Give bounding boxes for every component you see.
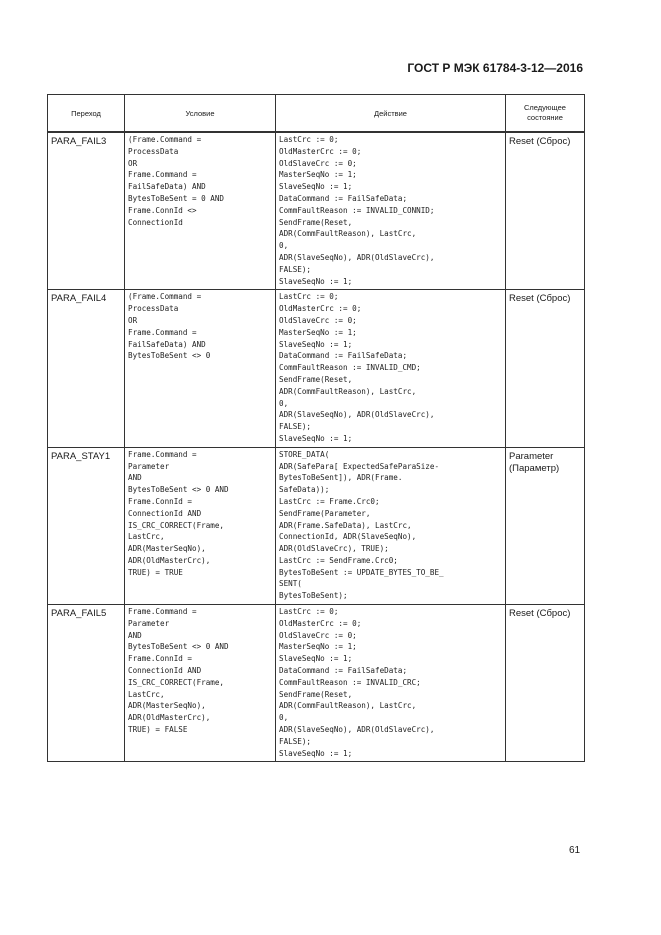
action-cell-line: ADR(SlaveSeqNo), ADR(OldSlaveCrc), [279, 725, 435, 735]
action-cell-line: LastCrc := 0; [279, 607, 339, 617]
condition-cell-line: BytesToBeSent = 0 AND [128, 193, 225, 203]
table-row [48, 447, 585, 604]
action-cell-line: SlaveSeqNo := 1; [279, 433, 353, 443]
column-header-next-state: Следующее состояние [506, 95, 585, 133]
table-row [48, 290, 585, 447]
action-cell-line: DataCommand := FailSafeData; [279, 351, 408, 361]
column-header-action: Действие [276, 95, 506, 133]
action-cell-line: 0, [279, 241, 289, 251]
transition-cell: PARA_FAIL3 [48, 132, 125, 290]
action-cell [276, 290, 506, 447]
condition-cell-line: Frame.ConnId = [128, 654, 193, 664]
transition-table [47, 94, 585, 762]
action-cell-line: SlaveSeqNo := 1; [279, 339, 353, 349]
condition-cell-line: BytesToBeSent <> 0 [128, 351, 211, 361]
condition-cell-line: BytesToBeSent <> 0 AND [128, 642, 229, 652]
condition-cell-line: BytesToBeSent <> 0 AND [128, 485, 229, 495]
condition-cell-line: Frame.ConnId <> [128, 205, 197, 215]
next-state-cell: Reset (Сброс) [506, 290, 585, 447]
condition-cell-line: AND [128, 630, 142, 640]
condition-cell-line: ConnectionId AND [128, 666, 202, 676]
action-cell-line: MasterSeqNo := 1; [279, 642, 357, 652]
action-cell-line: FALSE); [279, 264, 312, 274]
next-state-cell: Reset (Сброс) [506, 132, 585, 290]
page-number: 61 [569, 845, 581, 856]
condition-cell-line: ConnectionId AND [128, 508, 202, 518]
action-cell-line: ConnectionId, ADR(SlaveSeqNo), [279, 532, 417, 542]
action-cell-line: SafeData)); [279, 485, 330, 495]
transition-cell: PARA_FAIL5 [48, 605, 125, 762]
next-state-cell: Reset (Сброс) [506, 605, 585, 762]
action-cell-line: FALSE); [279, 736, 312, 746]
action-cell-line: OldMasterCrc := 0; [279, 304, 362, 314]
action-cell-line: SlaveSeqNo := 1; [279, 182, 353, 192]
action-cell-line: SENT( [279, 579, 302, 589]
action-cell-line: 0, [279, 713, 289, 723]
action-cell-line: LastCrc := Frame.Crc0; [279, 496, 380, 506]
action-cell-line: BytesToBeSent); [279, 591, 348, 601]
condition-cell-line: Frame.Command = [128, 170, 197, 180]
action-cell-line: MasterSeqNo := 1; [279, 170, 357, 180]
column-header-transition: Переход [48, 95, 125, 133]
action-cell-line: 0, [279, 398, 289, 408]
action-cell [276, 447, 506, 604]
condition-cell-line: ADR(MasterSeqNo), [128, 544, 206, 554]
condition-cell-line: TRUE) = FALSE [128, 725, 188, 735]
condition-cell-line: (Frame.Command = [128, 135, 202, 144]
action-cell-line: FALSE); [279, 422, 312, 432]
condition-cell-line: ProcessData [128, 304, 179, 314]
condition-cell-line: Frame.Command = [128, 327, 197, 337]
column-header-condition: Условие [125, 95, 276, 133]
condition-cell-line: ADR(OldMasterCrc), [128, 713, 211, 723]
action-cell-line: CommFaultReason := INVALID_CONNID; [279, 205, 435, 215]
condition-cell-line: OR [128, 315, 138, 325]
condition-cell-line: Parameter [128, 618, 170, 628]
condition-cell-line: ADR(MasterSeqNo), [128, 701, 206, 711]
action-cell [276, 132, 506, 290]
condition-cell-line: (Frame.Command = [128, 292, 202, 302]
action-cell [276, 605, 506, 762]
condition-cell-line: IS_CRC_CORRECT(Frame, [128, 677, 225, 687]
action-cell-line: ADR(SlaveSeqNo), ADR(OldSlaveCrc), [279, 252, 435, 262]
condition-cell-line: FailSafeData) AND [128, 339, 206, 349]
table-header-row [48, 95, 585, 133]
condition-cell [125, 132, 276, 290]
condition-cell-line: Frame.ConnId = [128, 496, 193, 506]
action-cell-line: ADR(CommFaultReason), LastCrc, [279, 701, 417, 711]
condition-cell-line: OR [128, 158, 138, 168]
next-state-cell: Parameter (Параметр) [506, 447, 585, 604]
action-cell-line: BytesToBeSent := UPDATE_BYTES_TO_BE_ [279, 567, 444, 577]
action-cell-line: DataCommand := FailSafeData; [279, 193, 408, 203]
condition-cell-line: AND [128, 473, 142, 483]
action-cell-line: OldMasterCrc := 0; [279, 146, 362, 156]
condition-cell-line: FailSafeData) AND [128, 182, 206, 192]
condition-cell-line: Frame.Command = [128, 449, 197, 459]
action-cell-line: STORE_DATA( [279, 449, 330, 459]
action-cell-line: ADR(OldSlaveCrc), TRUE); [279, 544, 389, 554]
action-cell-line: ADR(CommFaultReason), LastCrc, [279, 229, 417, 239]
action-cell-line: SendFrame(Parameter, [279, 508, 371, 518]
action-cell-line: BytesToBeSent]), ADR(Frame. [279, 473, 403, 483]
action-cell-line: LastCrc := 0; [279, 292, 339, 302]
action-cell-line: SlaveSeqNo := 1; [279, 276, 353, 286]
condition-cell [125, 447, 276, 604]
condition-cell-line: Frame.Command = [128, 607, 197, 617]
condition-cell-line: LastCrc, [128, 532, 165, 542]
action-cell-line: CommFaultReason := INVALID_CRC; [279, 677, 421, 687]
action-cell-line: CommFaultReason := INVALID_CMD; [279, 363, 421, 373]
condition-cell-line: Parameter [128, 461, 170, 471]
action-cell-line: DataCommand := FailSafeData; [279, 666, 408, 676]
action-cell-line: ADR(SafePara[ ExpectedSafeParaSize- [279, 461, 440, 471]
action-cell-line: SlaveSeqNo := 1; [279, 654, 353, 664]
action-cell-line: LastCrc := 0; [279, 135, 339, 144]
action-cell-line: OldSlaveCrc := 0; [279, 630, 357, 640]
condition-cell-line: TRUE) = TRUE [128, 567, 183, 577]
condition-cell-line: LastCrc, [128, 689, 165, 699]
table-row [48, 605, 585, 762]
condition-cell [125, 605, 276, 762]
transition-cell: PARA_FAIL4 [48, 290, 125, 447]
action-cell-line: ADR(Frame.SafeData), LastCrc, [279, 520, 412, 530]
action-cell-line: ADR(CommFaultReason), LastCrc, [279, 386, 417, 396]
condition-cell-line: ConnectionId [128, 217, 183, 227]
action-cell-line: OldSlaveCrc := 0; [279, 158, 357, 168]
action-cell-line: SendFrame(Reset, [279, 374, 353, 384]
action-cell-line: SendFrame(Reset, [279, 217, 353, 227]
action-cell-line: ADR(SlaveSeqNo), ADR(OldSlaveCrc), [279, 410, 435, 420]
condition-cell-line: ProcessData [128, 146, 179, 156]
condition-cell-line: IS_CRC_CORRECT(Frame, [128, 520, 225, 530]
action-cell-line: SlaveSeqNo := 1; [279, 748, 353, 758]
transition-cell: PARA_STAY1 [48, 447, 125, 604]
table-row [48, 132, 585, 290]
action-cell-line: OldSlaveCrc := 0; [279, 315, 357, 325]
action-cell-line: MasterSeqNo := 1; [279, 327, 357, 337]
standard-header: ГОСТ Р МЭК 61784-3-12—2016 [407, 61, 583, 75]
action-cell-line: OldMasterCrc := 0; [279, 618, 362, 628]
action-cell-line: LastCrc := SendFrame.Crc0; [279, 555, 398, 565]
action-cell-line: SendFrame(Reset, [279, 689, 353, 699]
condition-cell [125, 290, 276, 447]
condition-cell-line: ADR(OldMasterCrc), [128, 555, 211, 565]
